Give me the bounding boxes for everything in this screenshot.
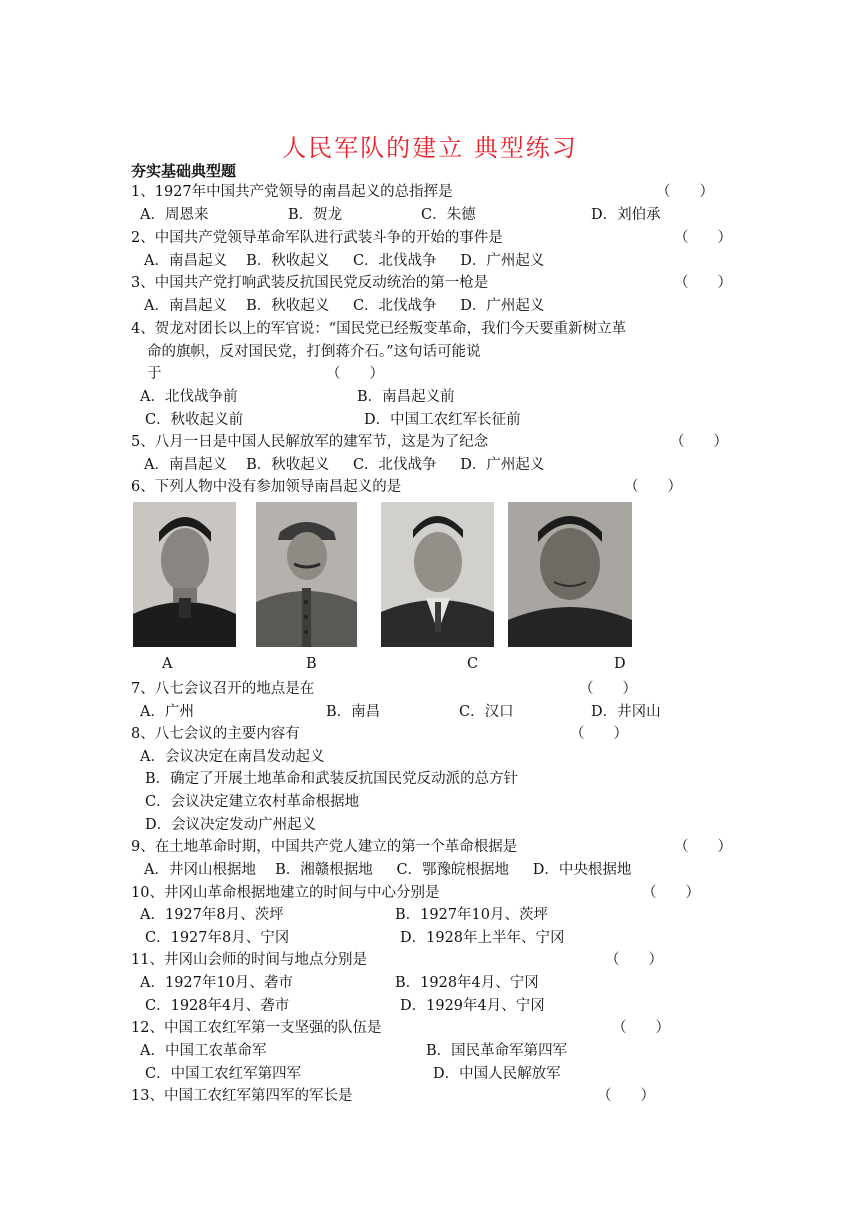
answer-blank: （ ） [670, 434, 728, 450]
section-heading: 夯实基础典型题 [131, 162, 237, 180]
option: D．刘伯承 [591, 207, 661, 223]
question-12: 12、中国工农红军第一支坚强的队伍是 [131, 1020, 382, 1036]
option: B．贺龙 [288, 207, 343, 223]
option: B．国民革命军第四军 [426, 1043, 568, 1059]
question-9: 9、在土地革命时期，中国共产党人建立的第一个革命根据是 [131, 839, 518, 855]
answer-blank: （ ） [624, 479, 682, 495]
option: D．1929年4月、宁冈 [400, 998, 545, 1014]
option: C．中国工农红军第四军 [145, 1066, 302, 1082]
option: A．中国工农革命军 [140, 1043, 267, 1059]
answer-blank: （ ） [570, 726, 628, 742]
question-4-continued: 命的旗帜，反对国民党，打倒蒋介石。”这句话可能说 [147, 344, 481, 360]
portrait-photo-d [508, 502, 632, 647]
answer-blank: （ ） [605, 952, 663, 968]
portrait-photo-c [381, 502, 494, 647]
option: A．周恩来 [140, 207, 209, 223]
option: C．朱德 [421, 207, 476, 223]
option: C．会议决定建立农村革命根据地 [145, 794, 360, 810]
option: C．汉口 [459, 704, 514, 720]
question-8: 8、八七会议的主要内容有 [131, 726, 300, 742]
question-5: 5、八月一日是中国人民解放军的建军节，这是为了纪念 [131, 434, 489, 450]
answer-blank: （ ） [326, 366, 384, 382]
question-6: 6、下列人物中没有参加领导南昌起义的是 [131, 479, 402, 495]
options: A．井冈山根据地 B．湘赣根据地 C．鄂豫皖根据地 D．中央根据地 [144, 862, 632, 878]
question-2: 2、中国共产党领导革命军队进行武装斗争的开始的事件是 [131, 230, 503, 246]
options: A．南昌起义 B．秋收起义 C．北伐战争 D．广州起义 [144, 253, 545, 269]
photo-label-a: A [162, 656, 173, 672]
answer-blank: （ ） [597, 1088, 655, 1104]
question-13: 13、中国工农红军第四军的军长是 [131, 1088, 353, 1104]
option: D．中国工农红军长征前 [364, 412, 521, 428]
page-title: 人民军队的建立 典型练习 [282, 134, 578, 162]
options: A．南昌起义 B．秋收起义 C．北伐战争 D．广州起义 [144, 457, 545, 473]
option: A．1927年10月、砻市 [140, 975, 293, 991]
answer-blank: （ ） [674, 275, 732, 291]
options: A．南昌起义 B．秋收起义 C．北伐战争 D．广州起义 [144, 298, 545, 314]
answer-blank: （ ） [656, 184, 714, 200]
option: C．1927年8月、宁冈 [145, 930, 290, 946]
portrait-photo-b [256, 502, 357, 647]
photo-label-c: C [467, 656, 479, 672]
option: A．会议决定在南昌发动起义 [140, 749, 325, 765]
answer-blank: （ ） [674, 230, 732, 246]
option: B．确定了开展土地革命和武装反抗国民党反动派的总方针 [145, 771, 519, 787]
answer-blank: （ ） [642, 885, 700, 901]
photo-label-d: D [614, 656, 626, 672]
question-4: 4、贺龙对团长以上的军官说：“国民党已经叛变革命，我们今天要重新树立革 [131, 321, 627, 337]
photo-label-b: B [306, 656, 317, 672]
answer-blank: （ ） [579, 681, 637, 697]
option: B．南昌起义前 [357, 389, 455, 405]
question-4-continued: 于 [147, 366, 162, 382]
option: A．北伐战争前 [140, 389, 238, 405]
option: B．南昌 [326, 704, 381, 720]
option: C．1928年4月、砻市 [145, 998, 290, 1014]
option: D．会议决定发动广州起义 [145, 817, 317, 833]
portrait-photo-a [133, 502, 236, 647]
option: D．井冈山 [591, 704, 661, 720]
option: B．1928年4月、宁冈 [395, 975, 539, 991]
option: A．1927年8月、茨坪 [140, 907, 284, 923]
option: D．中国人民解放军 [433, 1066, 561, 1082]
question-7: 7、八七会议召开的地点是在 [131, 681, 315, 697]
option: C．秋收起义前 [145, 412, 244, 428]
question-3: 3、中国共产党打响武装反抗国民党反动统治的第一枪是 [131, 275, 489, 291]
option: D．1928年上半年、宁冈 [400, 930, 565, 946]
option: A．广州 [140, 704, 194, 720]
question-11: 11、井冈山会师的时间与地点分别是 [131, 952, 367, 968]
option: B．1927年10月、茨坪 [395, 907, 549, 923]
question-1: 1、1927年中国共产党领导的南昌起义的总指挥是 [131, 184, 453, 200]
question-10: 10、井冈山革命根据地建立的时间与中心分别是 [131, 885, 440, 901]
answer-blank: （ ） [612, 1020, 670, 1036]
answer-blank: （ ） [674, 839, 732, 855]
